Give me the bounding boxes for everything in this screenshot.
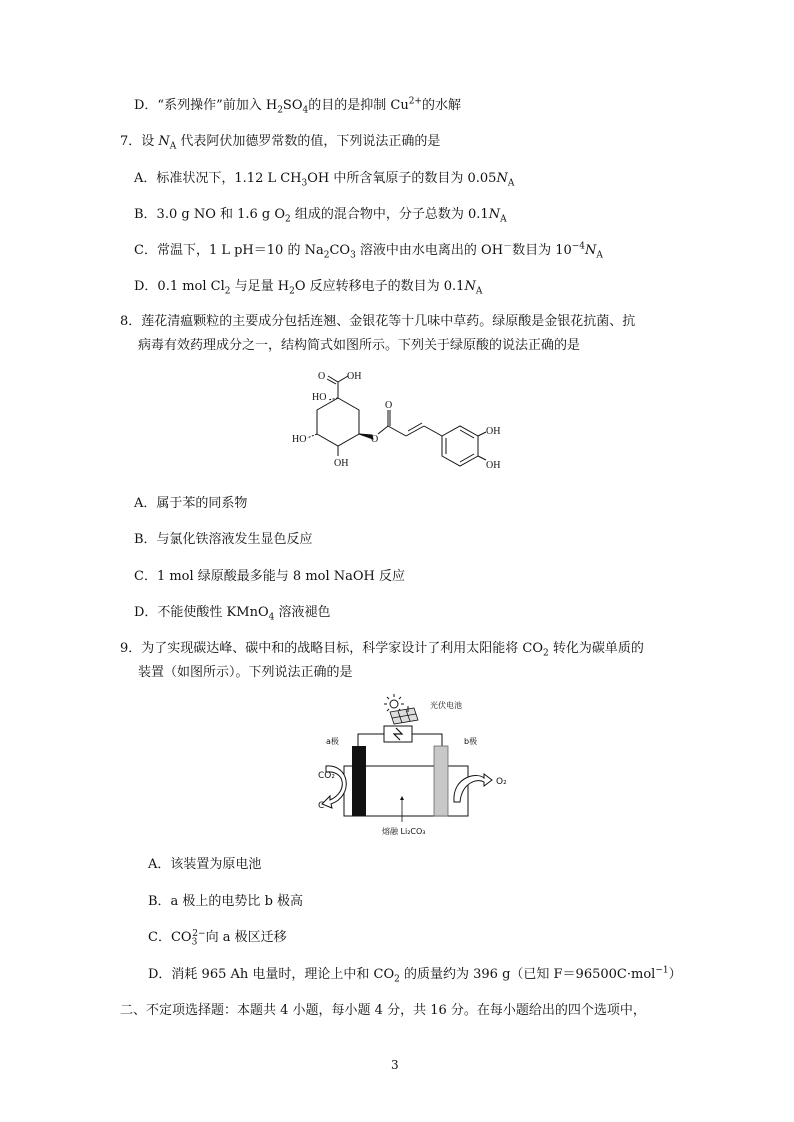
q8-option-b: B．与氯化铁溶液发生显色反应 <box>134 532 313 547</box>
electrode-b-label: b极 <box>464 737 478 746</box>
o2-out-arrow <box>454 774 492 802</box>
ho-left-label: HO <box>292 434 307 445</box>
solar-cell-label: 光伏电池 <box>430 701 462 710</box>
q9-option-c: C．$CO_3^{2-}$向 a 极区迁移 <box>148 928 287 948</box>
chlorogenic-acid-structure <box>280 368 510 480</box>
o2-label: O₂ <box>496 777 507 787</box>
carbonyl-o-label: O <box>385 400 393 411</box>
q9-option-d: D．消耗 965 Ah 电量时，理论上中和 $CO_2$ 的质量约为 396 g（已知 F＝96500C·mol$^{-1}$） <box>148 965 682 985</box>
q8-option-c: C．1 mol 绿原酸最多能与 8 mol NaOH 反应 <box>134 569 406 584</box>
q9-option-b: B．a 极上的电势比 b 极高 <box>148 894 304 909</box>
electrode-a-label: a极 <box>326 737 339 746</box>
electrolyte-label: 熔融 Li₂CO₃ <box>382 827 426 836</box>
q9-option-a: A．该装置为原电池 <box>148 857 262 872</box>
phenol-oh2-label: OH <box>486 460 501 471</box>
q7-option-d: D．0.1 mol $Cl_2$ 与足量 $H_2O$ 反应转移电子的数目为 $0.1N_A$ <box>134 279 483 297</box>
q8-stem-line1: 8．莲花清瘟颗粒的主要成分包括连翘、金银花等十几味中草药。绿原酸是金银花抗菌、抗 <box>120 314 636 329</box>
electrolysis-device-diagram <box>318 692 528 842</box>
q8-stem-line2: 病毒有效药理成分之一，结构简式如图所示。下列关于绿原酸的说法正确的是 <box>138 338 581 353</box>
solar-panel-icon <box>390 708 418 724</box>
page-number: 3 <box>391 1058 399 1072</box>
q7-option-a: A．标准状况下，1.12 L $CH_3OH$ 中所含氧原子的数目为 $0.05N_A$ <box>134 171 515 189</box>
q7-stem: 7．设 $N_A$ 代表阿伏加德罗常数的值，下列说法正确的是 <box>120 134 441 152</box>
section-2-heading: 二、不定项选择题：本题共 4 小题，每小题 4 分，共 16 分。在每小题给出的四个选项中， <box>120 1003 646 1018</box>
ho-top-label: HO <box>312 392 327 403</box>
c-label: C <box>318 801 325 811</box>
q9-stem-line1: 9．为了实现碳达峰、碳中和的战略目标，科学家设计了利用太阳能将 $CO_2$ 转化为碳单质的 <box>120 641 644 659</box>
q8-option-d: D．不能使酸性 KMnO$_4$ 溶液褪色 <box>134 605 331 623</box>
electrode-b <box>434 746 448 816</box>
q6-option-d: D．“系列操作”前加入 $H_2SO_4$的目的是抑制 $Cu^{2+}$的水解 <box>134 96 461 116</box>
cooh-oh-label: OH <box>347 371 362 382</box>
electrode-a <box>352 746 366 816</box>
phenol-oh1-label: OH <box>486 426 501 437</box>
q7-option-b: B．3.0 g NO 和 1.6 g $O_2$ 组成的混合物中，分子总数为 $0.1N_A$ <box>134 207 507 225</box>
ester-o-label: O <box>371 434 379 445</box>
co2-label: CO₂ <box>318 771 335 781</box>
q9-stem-line2: 装置（如图所示）。下列说法正确的是 <box>138 665 353 680</box>
q8-option-a: A．属于苯的同系物 <box>134 496 248 511</box>
oh-bottom-label: OH <box>334 458 349 469</box>
cooh-o-label: O <box>318 371 326 382</box>
q7-option-c: C．常温下，1 L pH＝10 的 $Na_2CO_3$ 溶液中由水电离出的 OH－数目为 $10^{-4}N_A$ <box>134 241 603 261</box>
